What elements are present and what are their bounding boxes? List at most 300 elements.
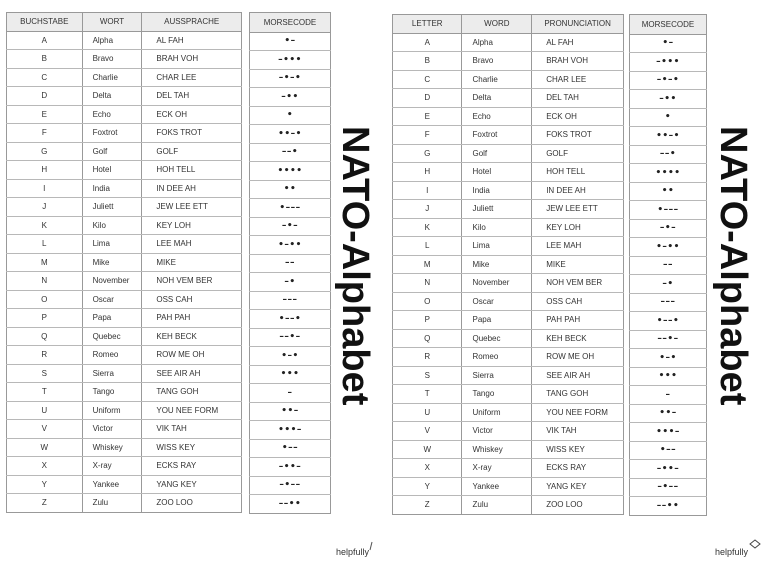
right-morse-cell: •–– bbox=[630, 441, 707, 460]
right-row-y bbox=[393, 477, 624, 496]
left-row-n bbox=[7, 272, 242, 291]
right-letter-cell: A bbox=[393, 33, 462, 52]
left-morse-cell: •–•• bbox=[250, 236, 331, 255]
left-morse-row-g bbox=[250, 143, 331, 162]
right-morse-cell: –– bbox=[630, 256, 707, 275]
right-morse-row-s bbox=[630, 367, 707, 386]
left-header-letter: BUCHSTABE bbox=[7, 13, 83, 32]
right-word-cell: Whiskey bbox=[462, 440, 532, 459]
right-letter-cell: P bbox=[393, 311, 462, 330]
right-pronunciation-cell: ECKS RAY bbox=[532, 459, 624, 478]
left-word-cell: Golf bbox=[82, 142, 142, 161]
right-row-v bbox=[393, 422, 624, 441]
left-row-w bbox=[7, 438, 242, 457]
right-morse-row-x bbox=[630, 460, 707, 479]
right-word-cell: November bbox=[462, 274, 532, 293]
right-letter-cell: V bbox=[393, 422, 462, 441]
left-morse-row-r bbox=[250, 347, 331, 366]
left-pronunciation-cell: ECK OH bbox=[142, 105, 242, 124]
left-pronunciation-cell: ECKS RAY bbox=[142, 457, 242, 476]
left-morse-row-k bbox=[250, 217, 331, 236]
right-word-cell: Alpha bbox=[462, 33, 532, 52]
left-row-b bbox=[7, 50, 242, 69]
left-morse-cell: • bbox=[250, 106, 331, 125]
left-word-cell: Hotel bbox=[82, 161, 142, 180]
left-letter-cell: L bbox=[7, 235, 83, 254]
left-morse-cell: –•– bbox=[250, 217, 331, 236]
left-pronunciation-cell: CHAR LEE bbox=[142, 68, 242, 87]
right-word-cell: India bbox=[462, 181, 532, 200]
right-pronunciation-cell: IN DEE AH bbox=[532, 181, 624, 200]
right-letter-cell: K bbox=[393, 218, 462, 237]
left-morse-row-z bbox=[250, 495, 331, 514]
right-row-e bbox=[393, 107, 624, 126]
left-pronunciation-cell: YANG KEY bbox=[142, 475, 242, 494]
left-morse-row-b bbox=[250, 51, 331, 70]
left-header-pronunciation: AUSSPRACHE bbox=[142, 13, 242, 32]
right-word-cell: Zulu bbox=[462, 496, 532, 515]
right-row-a bbox=[393, 33, 624, 52]
right-word-cell: Bravo bbox=[462, 52, 532, 71]
right-word-cell: Mike bbox=[462, 255, 532, 274]
left-alphabet-table bbox=[6, 12, 242, 513]
left-morse-cell: ••–• bbox=[250, 125, 331, 144]
right-row-n bbox=[393, 274, 624, 293]
right-morse-row-h bbox=[630, 164, 707, 183]
right-pronunciation-cell: ZOO LOO bbox=[532, 496, 624, 515]
right-row-t bbox=[393, 385, 624, 404]
left-morse-row-u bbox=[250, 402, 331, 421]
right-morse-table bbox=[629, 14, 707, 516]
left-morse-cell: –•–• bbox=[250, 69, 331, 88]
right-morse-row-g bbox=[630, 145, 707, 164]
left-morse-row-c bbox=[250, 69, 331, 88]
right-morse-cell: –•– bbox=[630, 219, 707, 238]
right-pronunciation-cell: ECK OH bbox=[532, 107, 624, 126]
right-morse-cell: –••– bbox=[630, 460, 707, 479]
right-pronunciation-cell: YOU NEE FORM bbox=[532, 403, 624, 422]
left-word-cell: Tango bbox=[82, 383, 142, 402]
right-letter-cell: M bbox=[393, 255, 462, 274]
right-pronunciation-cell: CHAR LEE bbox=[532, 70, 624, 89]
left-morse-cell: •– bbox=[250, 32, 331, 51]
left-letter-cell: S bbox=[7, 364, 83, 383]
right-pronunciation-cell: TANG GOH bbox=[532, 385, 624, 404]
right-letter-cell: X bbox=[393, 459, 462, 478]
right-pronunciation-cell: BRAH VOH bbox=[532, 52, 624, 71]
left-pronunciation-cell: AL FAH bbox=[142, 31, 242, 50]
right-letter-cell: Q bbox=[393, 329, 462, 348]
left-word-cell: Alpha bbox=[82, 31, 142, 50]
right-header-row bbox=[393, 15, 624, 34]
right-row-d bbox=[393, 89, 624, 108]
right-pronunciation-cell: KEY LOH bbox=[532, 218, 624, 237]
left-word-cell: Echo bbox=[82, 105, 142, 124]
right-morse-cell: •–•• bbox=[630, 238, 707, 257]
left-word-cell: Bravo bbox=[82, 50, 142, 69]
right-morse-cell: –•–• bbox=[630, 71, 707, 90]
right-morse-cell: •––• bbox=[630, 312, 707, 331]
left-morse-cell: ––•• bbox=[250, 495, 331, 514]
left-pronunciation-cell: MIKE bbox=[142, 253, 242, 272]
left-morse-row-p bbox=[250, 310, 331, 329]
left-morse-cell: •–– bbox=[250, 439, 331, 458]
right-row-j bbox=[393, 200, 624, 219]
right-header-word: WORD bbox=[462, 15, 532, 34]
right-pronunciation-cell: OSS CAH bbox=[532, 292, 624, 311]
right-pronunciation-cell: AL FAH bbox=[532, 33, 624, 52]
right-morse-row-j bbox=[630, 201, 707, 220]
left-morse-row-f bbox=[250, 125, 331, 144]
left-letter-cell: G bbox=[7, 142, 83, 161]
left-morse-cell: –– bbox=[250, 254, 331, 273]
left-pronunciation-cell: ROW ME OH bbox=[142, 346, 242, 365]
left-pronunciation-cell: SEE AIR AH bbox=[142, 364, 242, 383]
right-letter-cell: E bbox=[393, 107, 462, 126]
right-title: NATO-Alphabet bbox=[712, 126, 754, 406]
left-row-s bbox=[7, 364, 242, 383]
left-letter-cell: Z bbox=[7, 494, 83, 513]
right-letter-cell: I bbox=[393, 181, 462, 200]
left-word-cell: Whiskey bbox=[82, 438, 142, 457]
right-morse-cell: •–• bbox=[630, 349, 707, 368]
right-row-u bbox=[393, 403, 624, 422]
left-morse-row-s bbox=[250, 365, 331, 384]
right-word-cell: Papa bbox=[462, 311, 532, 330]
left-letter-cell: U bbox=[7, 401, 83, 420]
left-morse-cell: –•–– bbox=[250, 476, 331, 495]
left-word-cell: Mike bbox=[82, 253, 142, 272]
left-pronunciation-cell: TANG GOH bbox=[142, 383, 242, 402]
left-row-e bbox=[7, 105, 242, 124]
right-row-o bbox=[393, 292, 624, 311]
left-morse-row-a bbox=[250, 32, 331, 51]
right-header-pronunciation: PRONUNCIATION bbox=[532, 15, 624, 34]
right-morse-row-l bbox=[630, 238, 707, 257]
right-letter-cell: J bbox=[393, 200, 462, 219]
right-brand-icon bbox=[748, 538, 762, 550]
right-morse-row-v bbox=[630, 423, 707, 442]
right-morse-row-e bbox=[630, 108, 707, 127]
left-morse-cell: ––• bbox=[250, 143, 331, 162]
right-row-b bbox=[393, 52, 624, 71]
left-letter-cell: P bbox=[7, 309, 83, 328]
left-morse-row-x bbox=[250, 458, 331, 477]
left-morse-row-y bbox=[250, 476, 331, 495]
left-morse-cell: –•• bbox=[250, 88, 331, 107]
left-morse-cell: •–• bbox=[250, 347, 331, 366]
right-morse-row-c bbox=[630, 71, 707, 90]
left-letter-cell: I bbox=[7, 179, 83, 198]
left-pronunciation-cell: JEW LEE ETT bbox=[142, 198, 242, 217]
left-letter-cell: Y bbox=[7, 475, 83, 494]
left-word-cell: Kilo bbox=[82, 216, 142, 235]
left-letter-cell: Q bbox=[7, 327, 83, 346]
left-row-a bbox=[7, 31, 242, 50]
right-header-letter: LETTER bbox=[393, 15, 462, 34]
right-pronunciation-cell: FOKS TROT bbox=[532, 126, 624, 145]
left-row-x bbox=[7, 457, 242, 476]
right-morse-cell: –•• bbox=[630, 90, 707, 109]
right-row-w bbox=[393, 440, 624, 459]
left-letter-cell: R bbox=[7, 346, 83, 365]
left-row-m bbox=[7, 253, 242, 272]
right-pronunciation-cell: VIK TAH bbox=[532, 422, 624, 441]
left-morse-table bbox=[249, 12, 331, 514]
right-morse-row-u bbox=[630, 404, 707, 423]
left-letter-cell: N bbox=[7, 272, 83, 291]
left-row-k bbox=[7, 216, 242, 235]
right-pronunciation-cell: PAH PAH bbox=[532, 311, 624, 330]
left-letter-cell: V bbox=[7, 420, 83, 439]
right-word-cell: Juliett bbox=[462, 200, 532, 219]
right-morse-cell: ––– bbox=[630, 293, 707, 312]
left-morse-row-j bbox=[250, 199, 331, 218]
right-letter-cell: D bbox=[393, 89, 462, 108]
left-morse-row-o bbox=[250, 291, 331, 310]
left-word-cell: Lima bbox=[82, 235, 142, 254]
right-word-cell: Hotel bbox=[462, 163, 532, 182]
right-row-g bbox=[393, 144, 624, 163]
right-letter-cell: R bbox=[393, 348, 462, 367]
right-pronunciation-cell: ROW ME OH bbox=[532, 348, 624, 367]
left-letter-cell: W bbox=[7, 438, 83, 457]
left-morse-cell: ––– bbox=[250, 291, 331, 310]
right-row-m bbox=[393, 255, 624, 274]
left-letter-cell: F bbox=[7, 124, 83, 143]
left-row-h bbox=[7, 161, 242, 180]
right-morse-cell: ––•– bbox=[630, 330, 707, 349]
left-morse-row-l bbox=[250, 236, 331, 255]
right-alphabet-table bbox=[392, 14, 624, 515]
right-row-i bbox=[393, 181, 624, 200]
right-row-r bbox=[393, 348, 624, 367]
right-letter-cell: S bbox=[393, 366, 462, 385]
left-row-u bbox=[7, 401, 242, 420]
right-morse-row-y bbox=[630, 478, 707, 497]
left-morse-row-t bbox=[250, 384, 331, 403]
right-morse-row-t bbox=[630, 386, 707, 405]
left-pronunciation-cell: HOH TELL bbox=[142, 161, 242, 180]
left-word-cell: Victor bbox=[82, 420, 142, 439]
right-row-z bbox=[393, 496, 624, 515]
right-letter-cell: B bbox=[393, 52, 462, 71]
left-letter-cell: C bbox=[7, 68, 83, 87]
left-title: NATO-Alphabet bbox=[334, 126, 376, 406]
right-pronunciation-cell: JEW LEE ETT bbox=[532, 200, 624, 219]
left-row-r bbox=[7, 346, 242, 365]
left-brand-logo: helpfully bbox=[336, 547, 370, 557]
left-morse-row-v bbox=[250, 421, 331, 440]
right-word-cell: Romeo bbox=[462, 348, 532, 367]
right-morse-row-f bbox=[630, 127, 707, 146]
right-morse-row-a bbox=[630, 34, 707, 53]
left-word-cell: X-ray bbox=[82, 457, 142, 476]
left-pronunciation-cell: LEE MAH bbox=[142, 235, 242, 254]
left-word-cell: Papa bbox=[82, 309, 142, 328]
right-morse-row-d bbox=[630, 90, 707, 109]
left-word-cell: Uniform bbox=[82, 401, 142, 420]
right-letter-cell: H bbox=[393, 163, 462, 182]
left-letter-cell: D bbox=[7, 87, 83, 106]
left-pronunciation-cell: OSS CAH bbox=[142, 290, 242, 309]
right-morse-cell: ••– bbox=[630, 404, 707, 423]
left-letter-cell: O bbox=[7, 290, 83, 309]
right-morse-cell: ––•• bbox=[630, 497, 707, 516]
left-word-cell: Oscar bbox=[82, 290, 142, 309]
right-morse-row-i bbox=[630, 182, 707, 201]
right-morse-row-w bbox=[630, 441, 707, 460]
left-word-cell: India bbox=[82, 179, 142, 198]
left-word-cell: Charlie bbox=[82, 68, 142, 87]
left-row-g bbox=[7, 142, 242, 161]
right-word-cell: Golf bbox=[462, 144, 532, 163]
left-letter-cell: J bbox=[7, 198, 83, 217]
right-morse-row-z bbox=[630, 497, 707, 516]
left-pronunciation-cell: VIK TAH bbox=[142, 420, 242, 439]
right-morse-cell: –• bbox=[630, 275, 707, 294]
right-morse-row-k bbox=[630, 219, 707, 238]
right-word-cell: Tango bbox=[462, 385, 532, 404]
left-morse-row-i bbox=[250, 180, 331, 199]
right-pronunciation-cell: YANG KEY bbox=[532, 477, 624, 496]
right-pronunciation-cell: WISS KEY bbox=[532, 440, 624, 459]
left-row-z bbox=[7, 494, 242, 513]
right-row-l bbox=[393, 237, 624, 256]
right-morse-cell: – bbox=[630, 386, 707, 405]
left-word-cell: Juliett bbox=[82, 198, 142, 217]
right-pronunciation-cell: DEL TAH bbox=[532, 89, 624, 108]
right-morse-row-p bbox=[630, 312, 707, 331]
left-word-cell: Romeo bbox=[82, 346, 142, 365]
right-letter-cell: W bbox=[393, 440, 462, 459]
left-word-cell: Yankee bbox=[82, 475, 142, 494]
right-morse-row-q bbox=[630, 330, 707, 349]
left-letter-cell: E bbox=[7, 105, 83, 124]
left-header-word: WORT bbox=[82, 13, 142, 32]
left-row-o bbox=[7, 290, 242, 309]
left-row-t bbox=[7, 383, 242, 402]
left-row-q bbox=[7, 327, 242, 346]
right-pronunciation-cell: KEH BECK bbox=[532, 329, 624, 348]
right-morse-cell: ––• bbox=[630, 145, 707, 164]
right-morse-row-r bbox=[630, 349, 707, 368]
left-row-y bbox=[7, 475, 242, 494]
right-pronunciation-cell: MIKE bbox=[532, 255, 624, 274]
left-row-c bbox=[7, 68, 242, 87]
right-morse-cell: • bbox=[630, 108, 707, 127]
right-row-p bbox=[393, 311, 624, 330]
right-word-cell: Victor bbox=[462, 422, 532, 441]
right-row-k bbox=[393, 218, 624, 237]
right-word-cell: Quebec bbox=[462, 329, 532, 348]
right-morse-row-o bbox=[630, 293, 707, 312]
left-morse-cell: •••– bbox=[250, 421, 331, 440]
left-morse-row-w bbox=[250, 439, 331, 458]
right-header-morse: MORSECODE bbox=[630, 15, 707, 35]
right-morse-cell: •– bbox=[630, 34, 707, 53]
left-morse-row-q bbox=[250, 328, 331, 347]
right-morse-cell: ••• bbox=[630, 367, 707, 386]
right-morse-row-n bbox=[630, 275, 707, 294]
left-row-j bbox=[7, 198, 242, 217]
right-morse-cell: •••– bbox=[630, 423, 707, 442]
left-pronunciation-cell: ZOO LOO bbox=[142, 494, 242, 513]
left-row-p bbox=[7, 309, 242, 328]
left-row-d bbox=[7, 87, 242, 106]
right-row-h bbox=[393, 163, 624, 182]
right-word-cell: Kilo bbox=[462, 218, 532, 237]
right-row-s bbox=[393, 366, 624, 385]
left-pronunciation-cell: NOH VEM BER bbox=[142, 272, 242, 291]
right-row-x bbox=[393, 459, 624, 478]
left-morse-cell: •––• bbox=[250, 310, 331, 329]
right-pronunciation-cell: SEE AIR AH bbox=[532, 366, 624, 385]
left-row-f bbox=[7, 124, 242, 143]
left-row-i bbox=[7, 179, 242, 198]
right-morse-cell: –•–– bbox=[630, 478, 707, 497]
right-word-cell: Charlie bbox=[462, 70, 532, 89]
right-row-q bbox=[393, 329, 624, 348]
left-morse-cell: –• bbox=[250, 273, 331, 292]
left-letter-cell: H bbox=[7, 161, 83, 180]
left-pronunciation-cell: IN DEE AH bbox=[142, 179, 242, 198]
right-pronunciation-cell: GOLF bbox=[532, 144, 624, 163]
right-word-cell: Uniform bbox=[462, 403, 532, 422]
right-letter-cell: Y bbox=[393, 477, 462, 496]
right-brand-logo: helpfully bbox=[715, 547, 749, 557]
right-word-cell: Sierra bbox=[462, 366, 532, 385]
left-letter-cell: T bbox=[7, 383, 83, 402]
right-morse-row-b bbox=[630, 53, 707, 72]
left-header-morse: MORSECODE bbox=[250, 13, 331, 33]
left-pronunciation-cell: DEL TAH bbox=[142, 87, 242, 106]
left-pronunciation-cell: FOKS TROT bbox=[142, 124, 242, 143]
left-morse-row-e bbox=[250, 106, 331, 125]
right-letter-cell: L bbox=[393, 237, 462, 256]
right-letter-cell: G bbox=[393, 144, 462, 163]
right-word-cell: Delta bbox=[462, 89, 532, 108]
left-word-cell: Quebec bbox=[82, 327, 142, 346]
right-letter-cell: Z bbox=[393, 496, 462, 515]
left-pronunciation-cell: BRAH VOH bbox=[142, 50, 242, 69]
left-word-cell: Zulu bbox=[82, 494, 142, 513]
right-pronunciation-cell: NOH VEM BER bbox=[532, 274, 624, 293]
right-word-cell: Oscar bbox=[462, 292, 532, 311]
right-row-f bbox=[393, 126, 624, 145]
left-word-cell: Sierra bbox=[82, 364, 142, 383]
left-brand-icon bbox=[369, 541, 375, 551]
right-row-c bbox=[393, 70, 624, 89]
right-morse-cell: •• bbox=[630, 182, 707, 201]
right-word-cell: X-ray bbox=[462, 459, 532, 478]
right-pronunciation-cell: LEE MAH bbox=[532, 237, 624, 256]
right-word-cell: Foxtrot bbox=[462, 126, 532, 145]
left-word-cell: Delta bbox=[82, 87, 142, 106]
right-word-cell: Echo bbox=[462, 107, 532, 126]
left-morse-cell: •••• bbox=[250, 162, 331, 181]
left-row-l bbox=[7, 235, 242, 254]
left-morse-cell: •• bbox=[250, 180, 331, 199]
left-morse-row-d bbox=[250, 88, 331, 107]
left-morse-cell: –••• bbox=[250, 51, 331, 70]
left-pronunciation-cell: GOLF bbox=[142, 142, 242, 161]
left-row-v bbox=[7, 420, 242, 439]
right-pronunciation-cell: HOH TELL bbox=[532, 163, 624, 182]
left-header-row bbox=[7, 13, 242, 32]
left-letter-cell: B bbox=[7, 50, 83, 69]
left-pronunciation-cell: WISS KEY bbox=[142, 438, 242, 457]
